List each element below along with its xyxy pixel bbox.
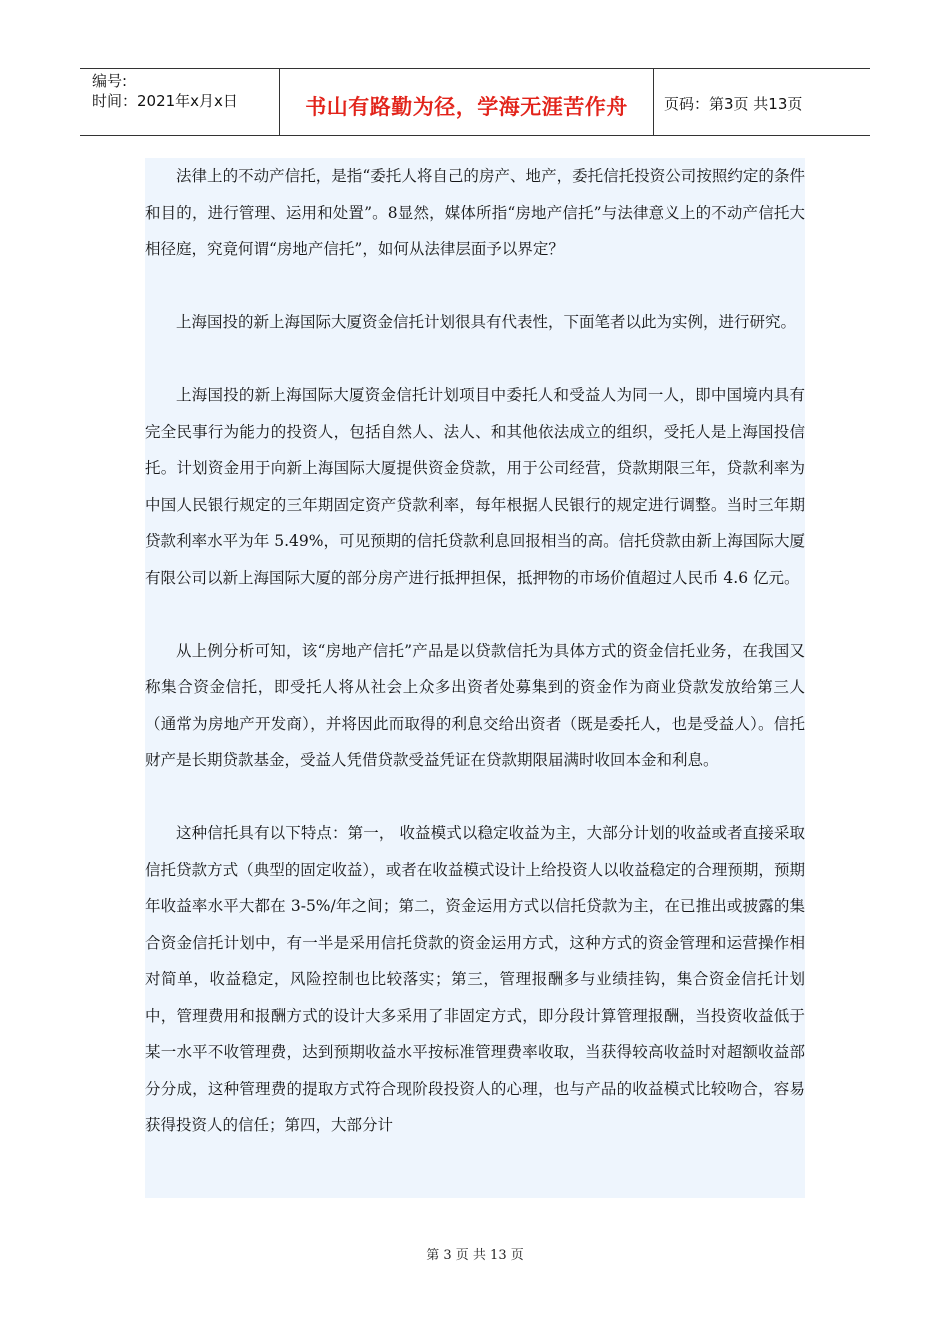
paragraph-4: 从上例分析可知，该“房地产信托”产品是以贷款信托为具体方式的资金信托业务，在我国又称集合资金信托，即受托人将从社会上众多出资者处募集到的资金作为商业贷款发放给第三人（通常为房地产开发商），并将因此而取得的利息交给出资者（既是委托人，也是受益人）。信托财产是长期贷款基金，受益人凭借贷款受益凭证在贷款期限届满时收回本金和利息。 xyxy=(145,641,805,769)
header-motto-cell xyxy=(280,69,654,135)
paragraph-2: 上海国投的新上海国际大厦资金信托计划很具有代表性，下面笔者以此为实例，进行研究。 xyxy=(176,313,797,331)
header-page-cell xyxy=(654,69,870,135)
document-header xyxy=(80,68,870,136)
header-meta xyxy=(80,69,280,135)
page-footer: 第 3 页 共 13 页 xyxy=(426,1248,524,1263)
motto: 书山有路勤为径，学海无涯苦作舟 xyxy=(305,94,628,119)
number-label: 编号: xyxy=(92,72,128,90)
paragraph-5: 这种信托具有以下特点：第一， 收益模式以稳定收益为主，大部分计划的收益或者直接采取信托贷款方式（典型的固定收益），或者在收益模式设计上给投资人以收益稳定的合理预期，预期年收益率水平大都在 3-5%/年之间；第二，资金运用方式以信托贷款为主，在已推出或披露的集合资金信托计划中，有一半是采用信托贷款的资金运用方式，这种方式的资金管理和运营操作相对简单，收益稳定，风险控制也比较落实；第三，管理报酬多与业绩挂钩，集合资金信托计划中，管理费用和报酬方式的设计大多采用了非固定方式，即分段计算管理报酬，当投资收益低于某一水平不收管理费，达到预期收益水平按标准管理费率收取，当获得较高收益时对超额收益部分分成，这种管理费的提取方式符合现阶段投资人的心理，也与产品的收益模式比较吻合，容易获得投资人的信任；第四，大部分计 xyxy=(145,824,805,1134)
paragraph-1: 法律上的不动产信托，是指“委托人将自己的房产、地产，委托信托投资公司按照约定的条件和目的，进行管理、运用和处置”。8显然，媒体所指“房地产信托”与法律意义上的不动产信托大相径庭，究竟何谓“房地产信托”，如何从法律层面予以界定？ xyxy=(145,167,805,258)
paragraph-3: 上海国投的新上海国际大厦资金信托计划项目中委托人和受益人为同一人，即中国境内具有完全民事行为能力的投资人，包括自然人、法人、和其他依法成立的组织，受托人是上海国投信托。计划资金用于向新上海国际大厦提供资金贷款，用于公司经营，贷款期限三年，贷款利率为中国人民银行规定的三年期固定资产贷款利率，每年根据人民银行的规定进行调整。当时三年期贷款利率水平为年 5.49%，可见预期的信托贷款利息回报相当的高。信托贷款由新上海国际大厦有限公司以新上海国际大厦的部分房产进行抵押担保，抵押物的市场价值超过人民币 4.6 亿元。 xyxy=(145,386,805,587)
time-label: 时间：2021年x月x日 xyxy=(92,92,238,110)
page-info: 页码：第3页 共13页 xyxy=(664,95,803,113)
document-body xyxy=(145,158,805,1198)
